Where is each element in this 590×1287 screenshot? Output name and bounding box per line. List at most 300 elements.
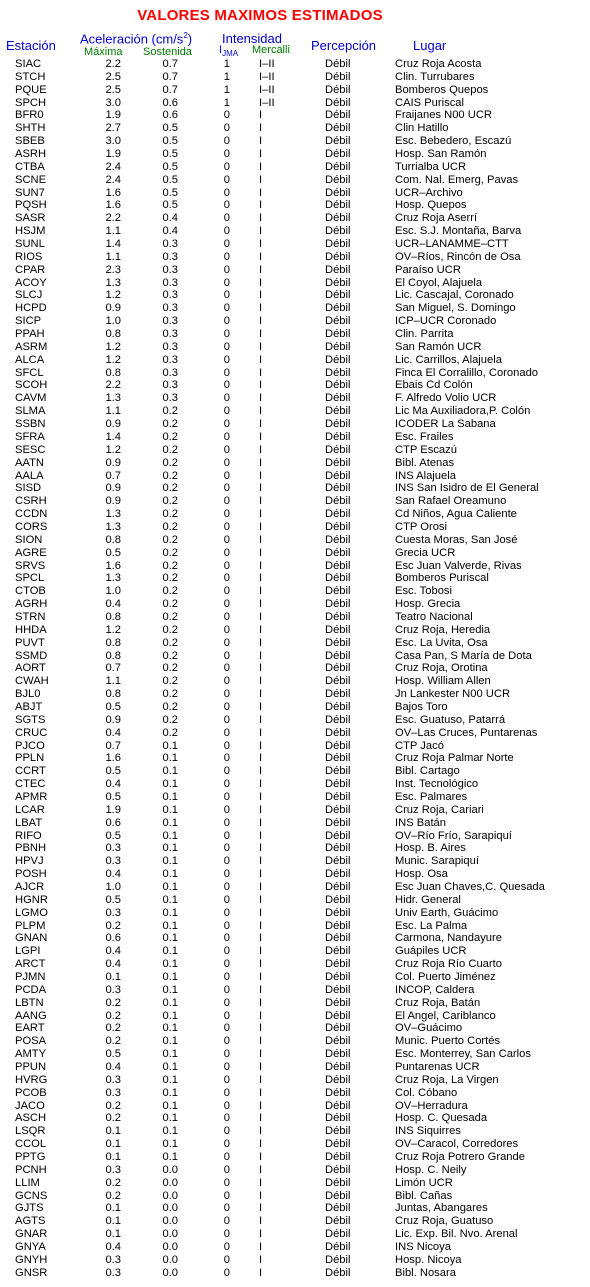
perception: Débil [325,649,351,662]
ijma-intensity: 0 [223,739,230,752]
perception: Débil [325,366,351,379]
sustained-acceleration: 0.5 [162,135,178,148]
table-row [0,392,590,405]
sustained-acceleration: 0.1 [162,816,178,829]
perception: Débil [325,173,351,186]
max-acceleration: 0.8 [105,328,121,341]
mercalli-intensity: I [259,225,263,238]
table-row [0,855,590,868]
perception: Débil [325,456,351,469]
station-code: LBAT [15,816,43,829]
max-acceleration: 2.2 [105,58,121,70]
table-row [0,585,590,598]
sustained-acceleration: 0.1 [162,855,178,868]
sustained-acceleration: 0.5 [162,122,178,135]
mercalli-intensity: I [259,803,263,816]
location: Juntas, Abangares [395,1202,488,1215]
perception: Débil [325,96,351,109]
mercalli-intensity: I [259,842,263,855]
station-code: SRVS [15,559,46,572]
location: INS San Isidro de El General [395,482,539,495]
mercalli-intensity: I [259,919,263,932]
location: Esc Juan Valverde, Rivas [395,559,522,572]
location: Cruz Roja, La Virgen [395,1073,499,1086]
max-acceleration: 1.9 [105,109,121,122]
max-acceleration: 0.9 [105,482,121,495]
max-acceleration: 1.1 [105,405,121,418]
sustained-acceleration: 0.1 [162,1022,178,1035]
ijma-intensity: 0 [223,109,230,122]
ijma-intensity: 0 [223,122,230,135]
max-acceleration: 0.5 [105,829,121,842]
mercalli-intensity: I [259,713,263,726]
perception: Débil [325,353,351,366]
sustained-acceleration: 0.2 [162,495,178,508]
ijma-intensity: 0 [223,469,230,482]
perception: Débil [325,958,351,971]
max-acceleration: 3.0 [105,96,121,109]
ijma-intensity: 0 [223,430,230,443]
table-row [0,109,590,122]
max-acceleration: 2.4 [105,160,121,173]
mercalli-intensity: I [259,546,263,559]
sustained-acceleration: 0.2 [162,675,178,688]
location: Esc. S.J. Montaña, Barva [395,225,522,238]
table-row [0,662,590,675]
sustained-acceleration: 0.3 [162,263,178,276]
mercalli-intensity: I [259,456,263,469]
ijma-intensity: 0 [223,816,230,829]
perception: Débil [325,1176,351,1189]
sustained-acceleration: 0.1 [162,1073,178,1086]
table-row [0,637,590,650]
station-code: SGTS [15,713,46,726]
station-code: CWAH [15,675,49,688]
table-row [0,572,590,585]
station-code: SFRA [15,430,45,443]
perception: Débil [325,1266,351,1279]
ijma-intensity: 0 [223,533,230,546]
mercalli-intensity: I [259,520,263,533]
location: Cruz Roja Acosta [395,58,482,70]
perception: Débil [325,328,351,341]
location: Cruz Roja Palmar Norte [395,752,514,765]
location: El Coyol, Alajuela [395,276,483,289]
station-code: PQUE [15,83,47,96]
sustained-acceleration: 0.2 [162,726,178,739]
header-percepcion: Percepción [311,38,377,53]
perception: Débil [325,533,351,546]
ijma-intensity: 0 [223,803,230,816]
station-code: PPLN [15,752,45,765]
location: Guápiles UCR [395,945,467,958]
max-acceleration: 2.4 [105,173,121,186]
mercalli-intensity: I [259,508,263,521]
perception: Débil [325,1241,351,1254]
perception: Débil [325,546,351,559]
table-row [0,174,590,187]
location: San Rafael Oreamuno [395,495,507,508]
max-acceleration: 0.3 [105,1086,121,1099]
mercalli-intensity: I [259,533,263,546]
station-code: ARCT [15,958,46,971]
perception: Débil [325,662,351,675]
table-row [0,1010,590,1023]
location: OV–Las Cruces, Puntarenas [395,726,538,739]
station-code: GNAN [15,932,48,945]
perception: Débil [325,238,351,251]
ijma-intensity: 0 [223,868,230,881]
ijma-intensity: 1 [223,83,230,96]
max-acceleration: 1.6 [105,752,121,765]
perception: Débil [325,160,351,173]
perception: Débil [325,315,351,328]
table-row [0,1151,590,1164]
perception: Débil [325,469,351,482]
max-acceleration: 0.5 [105,765,121,778]
table-row [0,482,590,495]
ijma-intensity: 0 [223,1009,230,1022]
max-acceleration: 0.4 [105,1241,121,1254]
sustained-acceleration: 0.6 [162,109,178,122]
station-code: CTEC [15,778,46,791]
mercalli-intensity: I [259,881,263,893]
perception: Débil [325,739,351,752]
location: CTP Escazú [395,443,457,456]
sustained-acceleration: 0.0 [162,1163,178,1176]
location: Hosp. C. Neily [395,1163,467,1176]
max-acceleration: 0.3 [105,1266,121,1279]
location: Finca El Corralillo, Coronado [395,366,539,379]
table-row [0,225,590,238]
sustained-acceleration: 0.1 [162,906,178,919]
ijma-intensity: 0 [223,495,230,508]
location: Teatro Nacional [395,610,473,623]
ijma-intensity: 0 [223,636,230,649]
station-code: CCOL [15,1138,47,1151]
perception: Débil [325,713,351,726]
stations-table [0,58,590,1280]
header-lugar: Lugar [413,38,447,53]
table-row [0,560,590,573]
max-acceleration: 1.3 [105,572,121,585]
mercalli-intensity: I [259,495,263,508]
ijma-intensity: 0 [223,1125,230,1138]
mercalli-intensity: I [259,443,263,456]
ijma-intensity: 0 [223,443,230,456]
table-row [0,1112,590,1125]
sustained-acceleration: 0.1 [162,1151,178,1164]
max-acceleration: 1.9 [105,148,121,161]
table-row [0,534,590,547]
sustained-acceleration: 0.4 [162,225,178,238]
perception: Débil [325,881,351,893]
perception: Débil [325,983,351,996]
max-acceleration: 0.8 [105,649,121,662]
location: Puntarenas UCR [395,1061,480,1074]
table-row [0,1164,590,1177]
location: Bajos Toro [395,700,448,713]
perception: Débil [325,1138,351,1151]
sustained-acceleration: 0.0 [162,1266,178,1279]
mercalli-intensity: I [259,199,263,212]
ijma-intensity: 0 [223,379,230,392]
ijma-intensity: 0 [223,688,230,701]
perception: Débil [325,945,351,958]
station-code: JACO [15,1099,45,1112]
mercalli-intensity: I [259,1151,263,1164]
ijma-intensity: 0 [223,881,230,893]
mercalli-intensity: I [259,752,263,765]
ijma-intensity: 0 [223,1215,230,1228]
table-row [0,688,590,701]
max-acceleration: 0.7 [105,739,121,752]
sustained-acceleration: 0.2 [162,610,178,623]
sustained-acceleration: 0.3 [162,276,178,289]
max-acceleration: 2.2 [105,212,121,225]
table-row [0,328,590,341]
table-row [0,148,590,161]
perception: Débil [325,559,351,572]
ijma-intensity: 0 [223,559,230,572]
location: Cruz Roja, Guatuso [395,1215,494,1228]
sustained-acceleration: 0.3 [162,353,178,366]
perception: Débil [325,58,351,70]
sustained-acceleration: 0.2 [162,482,178,495]
max-acceleration: 0.7 [105,662,121,675]
table-row [0,675,590,688]
sustained-acceleration: 0.0 [162,1215,178,1228]
sustained-acceleration: 0.3 [162,340,178,353]
table-row [0,457,590,470]
location: CAIS Puriscal [395,96,465,109]
station-code: ASRM [15,340,48,353]
mercalli-intensity: I [259,778,263,791]
station-code: GNYA [15,1241,46,1254]
table-row [0,894,590,907]
mercalli-intensity: I [259,945,263,958]
perception: Débil [325,572,351,585]
max-acceleration: 1.2 [105,340,121,353]
station-code: HHDA [15,623,47,636]
mercalli-intensity: I [259,623,263,636]
location: INCOP, Caldera [395,983,475,996]
mercalli-intensity: I [259,1163,263,1176]
table-row [0,1254,590,1267]
max-acceleration: 1.1 [105,225,121,238]
max-acceleration: 0.9 [105,713,121,726]
sustained-acceleration: 0.1 [162,778,178,791]
table-row [0,405,590,418]
location: Hosp. Osa [395,868,448,881]
location: Munic. Sarapiquí [395,855,479,868]
table-row [0,1267,590,1280]
sustained-acceleration: 0.0 [162,1176,178,1189]
perception: Débil [325,225,351,238]
header-sostenida: Sostenida [143,46,192,58]
perception: Débil [325,508,351,521]
table-row [0,161,590,174]
sustained-acceleration: 0.2 [162,559,178,572]
max-acceleration: 0.4 [105,726,121,739]
location: Esc. Tobosi [395,585,453,598]
max-acceleration: 0.3 [105,1163,121,1176]
perception: Débil [325,1099,351,1112]
ijma-intensity: 0 [223,315,230,328]
mercalli-intensity: I [259,585,263,598]
perception: Débil [325,289,351,302]
mercalli-intensity: I [259,739,263,752]
perception: Débil [325,1151,351,1164]
mercalli-intensity: I [259,1112,263,1125]
max-acceleration: 0.8 [105,610,121,623]
station-code: ACOY [15,276,47,289]
station-code: PJCO [15,739,45,752]
station-code: SSBN [15,418,46,431]
ijma-intensity: 0 [223,790,230,803]
max-acceleration: 0.5 [105,700,121,713]
location: Cruz Roja, Heredia [395,623,491,636]
location: Hosp. Quepos [395,199,467,212]
max-acceleration: 1.2 [105,443,121,456]
sustained-acceleration: 0.1 [162,1125,178,1138]
max-acceleration: 1.6 [105,199,121,212]
perception: Débil [325,971,351,984]
perception: Débil [325,919,351,932]
station-code: SUN7 [15,186,45,199]
sustained-acceleration: 0.3 [162,289,178,302]
station-code: PLPM [15,919,46,932]
station-code: LCAR [15,803,45,816]
max-acceleration: 0.1 [105,1138,121,1151]
station-code: LSQR [15,1125,46,1138]
mercalli-intensity: I [259,302,263,315]
ijma-intensity: 0 [223,623,230,636]
ijma-intensity: 1 [223,70,230,83]
mercalli-intensity: I [259,1022,263,1035]
perception: Débil [325,816,351,829]
station-code: POSA [15,1035,47,1048]
table-row [0,379,590,392]
max-acceleration: 0.9 [105,302,121,315]
sustained-acceleration: 0.7 [162,70,178,83]
table-row [0,765,590,778]
station-code: CCRT [15,765,46,778]
header-aceleracion-close: ) [187,31,193,47]
ijma-intensity: 0 [223,173,230,186]
sustained-acceleration: 0.3 [162,366,178,379]
sustained-acceleration: 0.2 [162,636,178,649]
perception: Débil [325,379,351,392]
max-acceleration: 0.1 [105,1125,121,1138]
perception: Débil [325,405,351,418]
mercalli-intensity: I [259,238,263,251]
ijma-intensity: 0 [223,1099,230,1112]
table-row [0,932,590,945]
station-code: AJCR [15,881,45,893]
perception: Débil [325,585,351,598]
station-code: HGNR [15,893,48,906]
station-code: ABJT [15,700,43,713]
header-maxima: Máxima [84,46,123,58]
max-acceleration: 0.5 [105,546,121,559]
max-acceleration: 0.7 [105,469,121,482]
location: Paraíso UCR [395,263,461,276]
station-code: CORS [15,520,48,533]
station-code: GNYH [15,1253,48,1266]
mercalli-intensity: I [259,1241,263,1254]
sustained-acceleration: 0.2 [162,700,178,713]
location: INS Batán [395,816,446,829]
perception: Débil [325,263,351,276]
location: Inst. Tecnológico [395,778,479,791]
mercalli-intensity: I [259,328,263,341]
report-title: VALORES MAXIMOS ESTIMADOS [137,7,383,24]
perception: Débil [325,893,351,906]
table-row [0,122,590,135]
location: Lic Ma Auxiliadora,P. Colón [395,405,531,418]
perception: Débil [325,212,351,225]
station-code: LBTN [15,996,44,1009]
sustained-acceleration: 0.5 [162,173,178,186]
mercalli-intensity: I–II [259,70,275,83]
station-code: PCNH [15,1163,47,1176]
station-code: APMR [15,790,48,803]
perception: Débil [325,276,351,289]
sustained-acceleration: 0.1 [162,881,178,893]
station-code: SCOH [15,379,48,392]
perception: Débil [325,1215,351,1228]
station-code: GJTS [15,1202,44,1215]
sustained-acceleration: 0.5 [162,148,178,161]
location: El Angel, Cariblanco [395,1009,496,1022]
location: Esc. Palmares [395,790,468,803]
sustained-acceleration: 0.2 [162,456,178,469]
location: Lic. Exp. Bil. Nvo. Arenal [395,1228,518,1241]
mercalli-intensity: I [259,1266,263,1279]
ijma-intensity: 0 [223,1266,230,1279]
location: Fraijanes N00 UCR [395,109,492,122]
sustained-acceleration: 0.0 [162,1189,178,1202]
station-code: STRN [15,610,46,623]
max-acceleration: 0.2 [105,1176,121,1189]
table-row [0,418,590,431]
sustained-acceleration: 0.2 [162,688,178,701]
station-code: CCDN [15,508,48,521]
station-code: LGMO [15,906,48,919]
ijma-intensity: 0 [223,855,230,868]
ijma-intensity: 0 [223,135,230,148]
ijma-intensity: 0 [223,160,230,173]
perception: Débil [325,1035,351,1048]
table-row [0,1125,590,1138]
mercalli-intensity: I [259,700,263,713]
ijma-intensity: 0 [223,765,230,778]
max-acceleration: 0.1 [105,1215,121,1228]
perception: Débil [325,109,351,122]
location: OV–Herradura [395,1099,468,1112]
ijma-intensity: 0 [223,700,230,713]
table-row [0,1022,590,1035]
location: Hidr. General [395,893,461,906]
ijma-intensity: 0 [223,1253,230,1266]
location: Clin. Turrubares [395,70,475,83]
ijma-intensity: 0 [223,289,230,302]
perception: Débil [325,418,351,431]
max-acceleration: 0.8 [105,366,121,379]
location: Cuesta Moras, San José [395,533,518,546]
mercalli-intensity: I [259,983,263,996]
